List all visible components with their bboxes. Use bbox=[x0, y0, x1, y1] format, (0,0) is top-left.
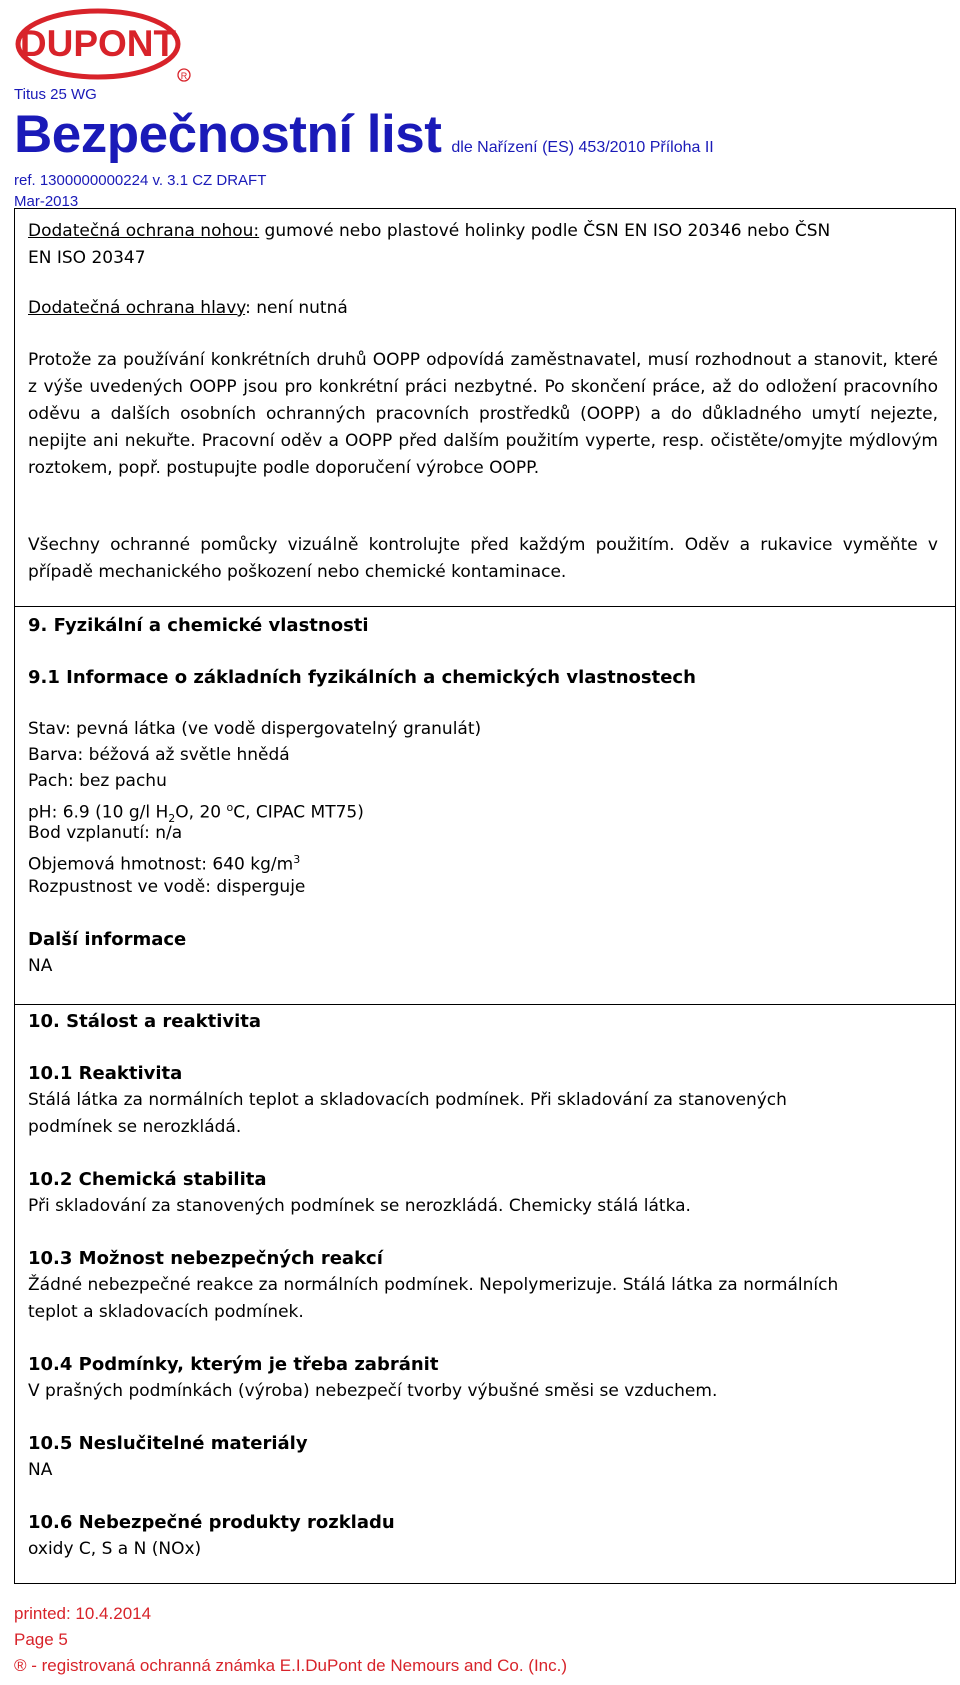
density-superscript: 3 bbox=[293, 853, 301, 866]
flash-point-line: Bod vzplanutí: n/a bbox=[28, 823, 183, 843]
trademark-notice: ® - registrovaná ochranná známka E.I.DuPont de Nemours and Co. (Inc.) bbox=[14, 1656, 568, 1675]
ph-subscript: 2 bbox=[168, 812, 176, 826]
section-10-3-line-2: teplot a skladovacích podmínek. bbox=[28, 1302, 304, 1322]
regulation-text: dle Nařízení (ES) 453/2010 Příloha II bbox=[451, 139, 714, 156]
feet-protection-text-2: EN ISO 20347 bbox=[28, 248, 146, 268]
state-line: Stav: pevná látka (ve vodě dispergovatelný granulát) bbox=[28, 719, 482, 739]
section-9-heading: 9. Fyzikální a chemické vlastnosti bbox=[28, 615, 369, 636]
logo-text: DUPONT bbox=[19, 23, 177, 64]
ph-superscript: o bbox=[226, 801, 234, 814]
section-10-6-value: oxidy C, S a N (NOx) bbox=[28, 1539, 202, 1559]
section-10-1-line-1: Stálá látka za normálních teplot a skladovacích podmínek. Při skladování za stanovených bbox=[28, 1090, 787, 1110]
divider bbox=[14, 606, 956, 607]
section-10-2-line-1: Při skladování za stanovených podmínek se nerozkládá. Chemicky stálá látka. bbox=[28, 1196, 691, 1216]
page-title bbox=[14, 105, 714, 164]
feet-protection-label: Dodatečná ochrana nohou: bbox=[28, 221, 260, 241]
ph-mid: O, 20 bbox=[175, 802, 227, 823]
section-10-4-heading: 10.4 Podmínky, kterým je třeba zabránit bbox=[28, 1354, 439, 1375]
dupont-logo bbox=[14, 4, 196, 84]
section-10-heading: 10. Stálost a reaktivita bbox=[28, 1011, 262, 1032]
head-protection-text: : není nutná bbox=[245, 298, 348, 318]
odor-line: Pach: bez pachu bbox=[28, 771, 167, 791]
head-protection-label: Dodatečná ochrana hlavy bbox=[28, 298, 246, 318]
ppe-inspection-paragraph: Všechny ochranné pomůcky vizuálně kontrolujte před každým použitím. Oděv a rukavice vyměňte v případě mechanického poškození nebo chemické kontaminace. bbox=[28, 535, 938, 582]
revision-date: Mar-2013 bbox=[14, 193, 79, 210]
divider bbox=[14, 1004, 956, 1005]
feet-protection bbox=[28, 218, 830, 245]
feet-protection-text: gumové nebo plastové holinky podle ČSN EN ISO 20346 nebo ČSN bbox=[259, 221, 831, 241]
ppe-paragraph: Protože za používání konkrétních druhů OOPP odpovídá zaměstnavatel, musí rozhodnout a stanovit, které z výše uvedených OOPP jsou pro konkrétní práci nezbytné. Po skončení práce, až do odložení pracovního oděvu a dalších osobních ochranných pracovních prostředků (OOPP) a do důkladného umytí nejezte, nepijte ani nekuřte. Pracovní oděv a OOPP před dalším použitím vyperte, resp. očistěte/omyjte mýdlovým roztokem, popř. postupujte podle doporučení výrobce OOPP. bbox=[28, 350, 938, 478]
ph-prefix: pH: 6.9 (10 g/l H bbox=[28, 802, 169, 823]
section-10-1-heading: 10.1 Reaktivita bbox=[28, 1063, 183, 1084]
ph-suffix: C, CIPAC MT75) bbox=[233, 802, 364, 823]
color-line: Barva: béžová až světle hnědá bbox=[28, 745, 290, 765]
density-prefix: Objemová hmotnost: 640 kg/m bbox=[28, 854, 294, 875]
section-10-5-heading: 10.5 Neslučitelné materiály bbox=[28, 1433, 308, 1454]
registered-mark: R bbox=[180, 71, 188, 81]
printed-date: printed: 10.4.2014 bbox=[14, 1604, 152, 1623]
product-name: Titus 25 WG bbox=[14, 86, 97, 103]
title-text: Bezpečnostní list bbox=[14, 105, 442, 164]
reference: ref. 1300000000224 v. 3.1 CZ DRAFT bbox=[14, 172, 267, 189]
section-10-5-value: NA bbox=[28, 1460, 53, 1480]
section-10-4-line-1: V prašných podmínkách (výroba) nebezpečí tvorby výbušné směsi se vzduchem. bbox=[28, 1381, 718, 1401]
section-10-3-line-1: Žádné nebezpečné reakce za normálních podmínek. Nepolymerizuje. Stálá látka za normálních bbox=[28, 1275, 839, 1295]
section-9-1-heading: 9.1 Informace o základních fyzikálních a chemických vlastnostech bbox=[28, 667, 696, 688]
page-number: Page 5 bbox=[14, 1630, 68, 1649]
solubility-line: Rozpustnost ve vodě: disperguje bbox=[28, 877, 306, 897]
section-10-6-heading: 10.6 Nebezpečné produkty rozkladu bbox=[28, 1512, 395, 1533]
other-info-value: NA bbox=[28, 956, 53, 976]
section-10-2-heading: 10.2 Chemická stabilita bbox=[28, 1169, 267, 1190]
section-10-1-line-2: podmínek se nerozkládá. bbox=[28, 1117, 242, 1137]
head-protection bbox=[28, 295, 348, 322]
section-10-3-heading: 10.3 Možnost nebezpečných reakcí bbox=[28, 1248, 383, 1269]
other-info-heading: Další informace bbox=[28, 929, 187, 950]
